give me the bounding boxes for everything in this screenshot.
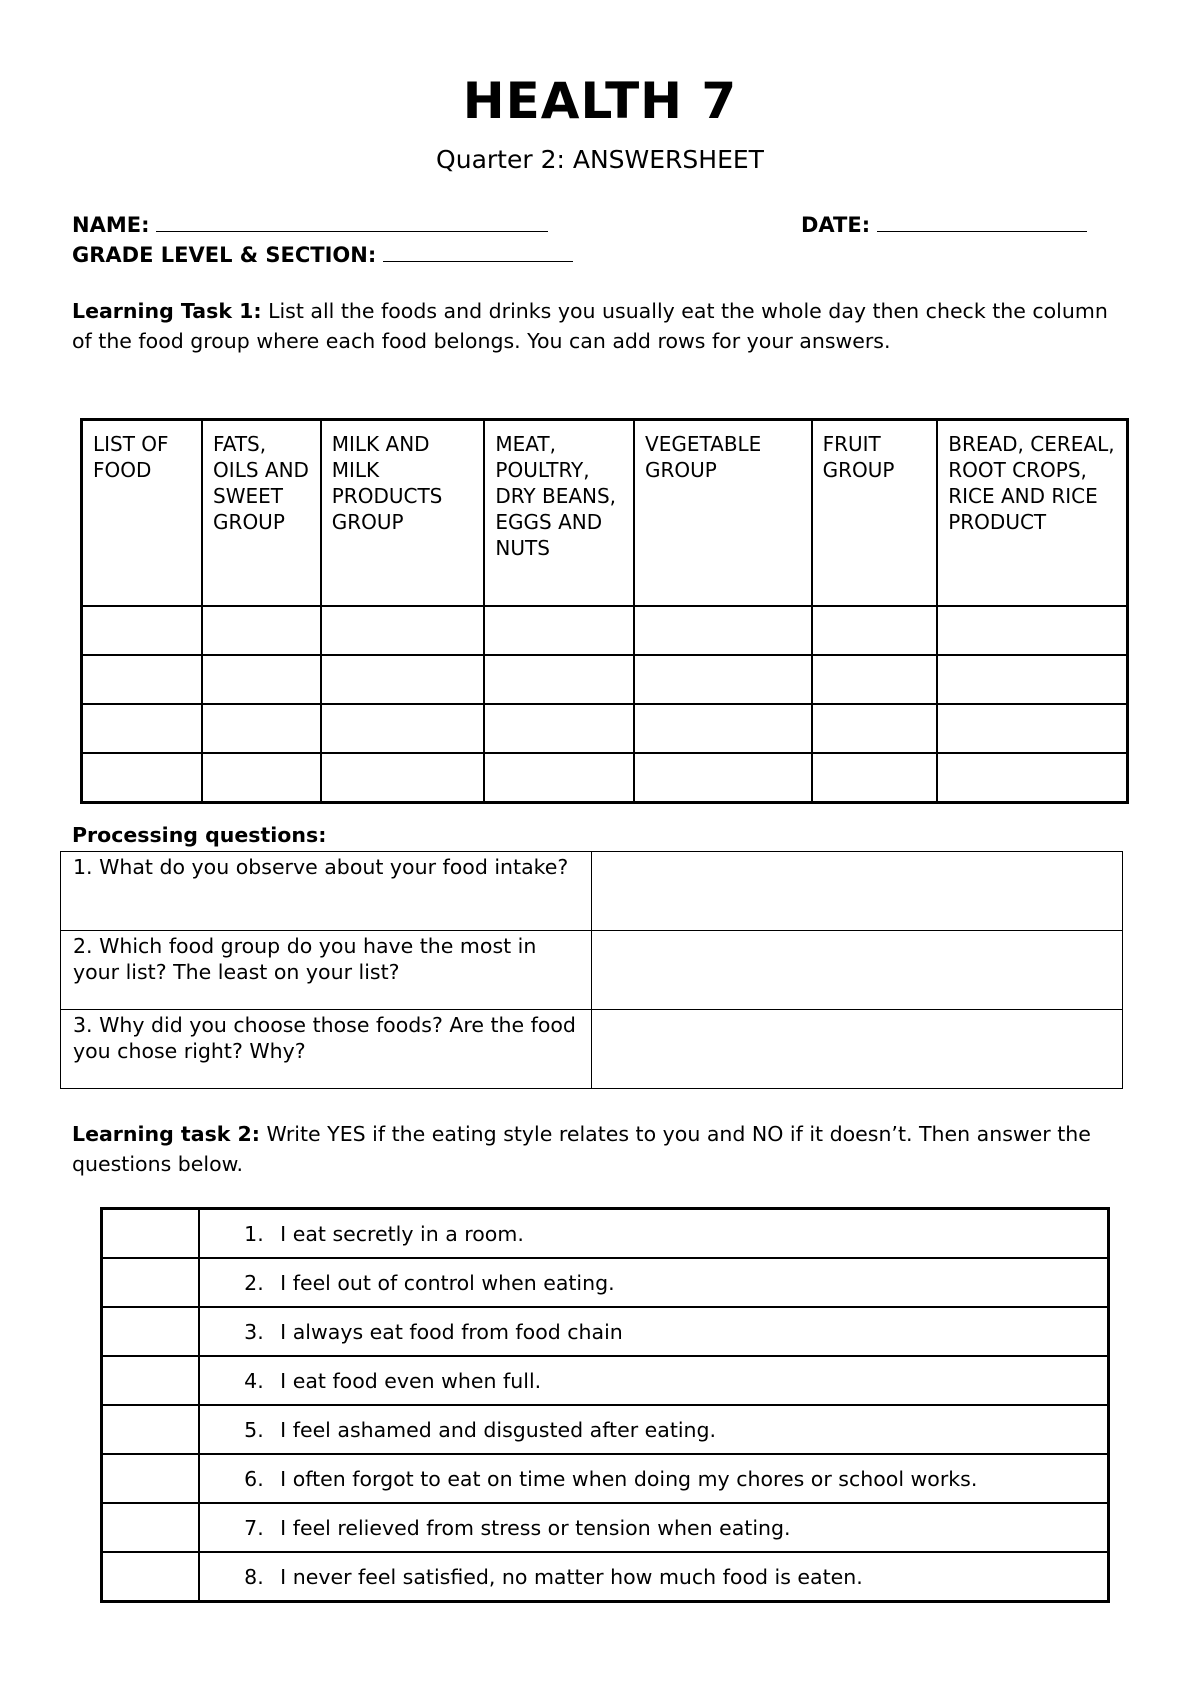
table-cell[interactable] [937,753,1127,803]
table-cell[interactable] [484,606,634,655]
page-subtitle: Quarter 2: ANSWERSHEET [436,145,764,174]
table-cell[interactable] [202,655,321,704]
date-field [801,211,1087,237]
yes-no-cell[interactable] [102,1307,200,1356]
eating-style-item [199,1209,1108,1259]
table-row [102,1209,1109,1259]
yes-no-cell[interactable] [102,1258,200,1307]
answer-cell[interactable] [591,1010,1122,1089]
yes-no-cell[interactable] [102,1356,200,1405]
date-label: DATE: [801,213,871,237]
food-group-table [80,418,1129,804]
question-row [61,852,1123,931]
column-header: FATS, OILS AND SWEET GROUP [202,420,321,607]
item-number: 6. [244,1466,264,1491]
eating-style-item [199,1258,1108,1307]
column-header: MILK AND MILK PRODUCTS GROUP [321,420,485,607]
yes-no-cell[interactable] [102,1503,200,1552]
table-row [82,606,1128,655]
item-text: I feel out of control when eating. [280,1270,615,1295]
table-row [102,1503,1109,1552]
table-cell[interactable] [202,606,321,655]
column-header: LIST OF FOOD [82,420,203,607]
item-number: 3. [244,1319,264,1344]
table-cell[interactable] [321,753,485,803]
column-header: FRUIT GROUP [812,420,938,607]
question-row [61,931,1123,1010]
grade-section-label: GRADE LEVEL & SECTION: [72,243,377,267]
table-cell[interactable] [484,753,634,803]
table-cell[interactable] [812,704,938,753]
table-row [102,1307,1109,1356]
table-row [102,1454,1109,1503]
table-cell[interactable] [82,753,203,803]
learning-task-1 [72,296,1132,356]
item-text: I always eat food from food chain [280,1319,623,1344]
table-cell[interactable] [202,704,321,753]
table-cell[interactable] [82,655,203,704]
item-text: I feel ashamed and disgusted after eating. [280,1417,717,1442]
table-cell[interactable] [321,655,485,704]
item-text: I feel relieved from stress or tension when eating. [280,1515,791,1540]
name-field [72,211,548,237]
table-cell[interactable] [484,655,634,704]
item-text: I eat secretly in a room. [280,1221,524,1246]
item-number: 2. [244,1270,264,1295]
item-number: 1. [244,1221,264,1246]
table-cell[interactable] [634,704,812,753]
question-text: 2. Which food group do you have the most in your list? The least on your list? [61,931,592,1010]
eating-style-item [199,1552,1108,1602]
processing-questions-table [60,851,1123,1089]
table-row [82,704,1128,753]
grade-section-field [72,241,573,267]
table-cell[interactable] [484,704,634,753]
table-row [82,753,1128,803]
item-number: 4. [244,1368,264,1393]
learning-task-1-label: Learning Task 1: [72,299,262,323]
eating-style-item [199,1307,1108,1356]
column-header: MEAT, POULTRY, DRY BEANS, EGGS AND NUTS [484,420,634,607]
item-text: I eat food even when full. [280,1368,542,1393]
question-text: 1. What do you observe about your food intake? [61,852,592,931]
item-number: 7. [244,1515,264,1540]
eating-style-item [199,1356,1108,1405]
item-text: I never feel satisfied, no matter how much food is eaten. [280,1564,863,1589]
learning-task-2-text: Write YES if the eating style relates to you and NO if it doesn’t. Then answer the questions below. [72,1122,1091,1176]
name-blank[interactable] [156,211,548,232]
answer-cell[interactable] [591,852,1122,931]
table-cell[interactable] [812,655,938,704]
yes-no-cell[interactable] [102,1454,200,1503]
table-cell[interactable] [321,704,485,753]
learning-task-1-text: List all the foods and drinks you usually eat the whole day then check the column of the food group where each food belongs. You can add rows for your answers. [72,299,1108,353]
page-title: HEALTH 7 [462,72,738,130]
learning-task-2-label: Learning task 2: [72,1122,261,1146]
table-cell[interactable] [812,753,938,803]
table-cell[interactable] [82,704,203,753]
answer-cell[interactable] [591,931,1122,1010]
item-number: 8. [244,1564,264,1589]
table-cell[interactable] [321,606,485,655]
eating-style-item [199,1503,1108,1552]
table-row [82,655,1128,704]
yes-no-cell[interactable] [102,1405,200,1454]
table-row [102,1552,1109,1602]
table-row [102,1405,1109,1454]
column-header: VEGETABLE GROUP [634,420,812,607]
table-cell[interactable] [634,606,812,655]
eating-style-item [199,1405,1108,1454]
learning-task-2 [72,1119,1132,1179]
table-cell[interactable] [634,655,812,704]
processing-questions-label: Processing questions: [72,823,327,847]
name-label: NAME: [72,213,150,237]
table-cell[interactable] [202,753,321,803]
table-cell[interactable] [937,655,1127,704]
eating-style-table [100,1207,1110,1603]
table-cell[interactable] [812,606,938,655]
date-blank[interactable] [877,211,1087,232]
table-cell[interactable] [82,606,203,655]
item-number: 5. [244,1417,264,1442]
question-text: 3. Why did you choose those foods? Are the food you chose right? Why? [61,1010,592,1089]
yes-no-cell[interactable] [102,1209,200,1259]
table-header-row [82,420,1128,607]
table-cell[interactable] [937,606,1127,655]
table-row [102,1258,1109,1307]
table-cell[interactable] [634,753,812,803]
column-header: BREAD, CEREAL, ROOT CROPS, RICE AND RICE PRODUCT [937,420,1127,607]
table-row [102,1356,1109,1405]
grade-section-blank[interactable] [383,241,573,262]
table-cell[interactable] [937,704,1127,753]
question-row [61,1010,1123,1089]
item-text: I often forgot to eat on time when doing my chores or school works. [280,1466,978,1491]
yes-no-cell[interactable] [102,1552,200,1602]
eating-style-item [199,1454,1108,1503]
